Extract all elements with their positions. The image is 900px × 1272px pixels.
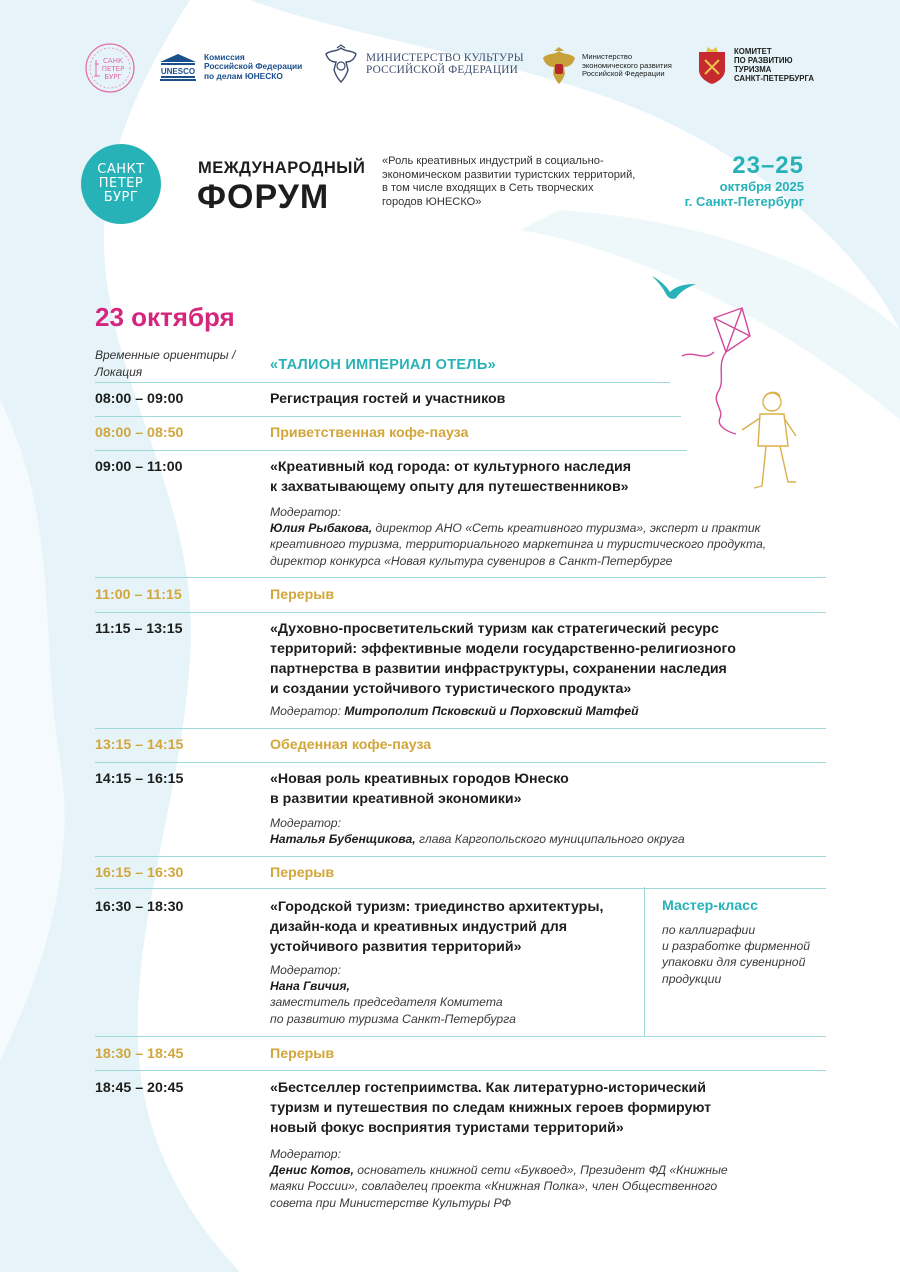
divider: [95, 762, 826, 763]
session-title: Перерыв: [270, 587, 335, 603]
moderator-description: глава Каргопольского муниципального округа: [415, 832, 685, 847]
moderator-name: Нана Гвичия,: [270, 979, 350, 994]
column-label-line-1: Временные ориентиры /: [95, 348, 236, 362]
moderator-line: [270, 831, 810, 847]
moderator-description: директор конкурса «Новая культура сувениров в Санкт-Петербурге: [270, 553, 673, 568]
session-time: 14:15 – 16:15: [95, 771, 184, 787]
moderator-label: Модератор:: [270, 963, 341, 977]
unesco-line-2: Российской Федерации: [204, 61, 303, 72]
session-title: [270, 897, 603, 957]
divider: [95, 577, 826, 578]
master-class-description: [662, 922, 837, 987]
session-title-line: территорий: эффективные модели государственно-религиозного: [270, 641, 736, 657]
city-logo-line-3: БУРГ: [103, 190, 139, 205]
tourism-committee-line-4: САНКТ-ПЕТЕРБУРГА: [734, 73, 814, 83]
forum-description-line-2: экономическом развитии туристских территорий,: [382, 168, 636, 181]
session-time: 18:30 – 18:45: [95, 1046, 184, 1062]
forum-description-line-1: «Роль креативных индустрий в социально-: [382, 155, 604, 167]
moderator-label: Модератор:: [270, 816, 341, 830]
moderator-line: [270, 520, 840, 536]
coat-of-arms-icon: [540, 46, 578, 86]
moderator-description: креативного туризма, территориального маркетинга и туристического продукта,: [270, 537, 767, 552]
master-class-line: по каллиграфии: [662, 923, 756, 937]
moderator-info: [270, 815, 810, 847]
session-time: 16:30 – 18:30: [95, 899, 184, 915]
unesco-wordmark: UNESCO: [160, 67, 196, 76]
moderator-info: [270, 504, 840, 569]
session-title-line: «Духовно-просветительский туризм как стратегический ресурс: [270, 621, 719, 637]
divider: [95, 728, 826, 729]
moderator-name-line: [270, 978, 630, 994]
session-title-line: туризм и путешествия по следам книжных героев формируют: [270, 1100, 712, 1116]
moderator-label: Модератор:: [270, 1147, 341, 1161]
session-title-line: дизайн-кода и креативных индустрий для: [270, 919, 568, 935]
column-label-line-2: Локация: [95, 365, 143, 379]
spb-brand-line-3: БУРГ: [104, 73, 122, 81]
session-time: 11:00 – 11:15: [95, 587, 182, 603]
divider: [95, 888, 826, 889]
divider: [95, 612, 826, 613]
session-title-line: и создании устойчивого туристического продукта»: [270, 681, 632, 697]
moderator-description: по развитию туризма Санкт-Петербурга: [270, 1011, 516, 1026]
moderator-description: основатель книжной сети «Буквоед», Президент ФД «Книжные: [353, 1163, 728, 1178]
forum-month-year: октября 2025: [719, 179, 804, 194]
forum-dates: [685, 152, 804, 209]
tourism-committee-name: [734, 48, 834, 83]
session-title: [270, 1078, 711, 1138]
divider: [95, 450, 687, 451]
moderator-description: совета при Министерстве Культуры РФ: [270, 1195, 512, 1210]
spb-brand-line-2: ПЕТЕР: [101, 65, 125, 73]
forum-description-line-3: в том числе входящих в Сеть творческих: [382, 182, 594, 195]
session-title: Перерыв: [270, 1046, 335, 1062]
divider: [95, 382, 670, 383]
session-title-line: новый фокус восприятия туристами территорий»: [270, 1120, 624, 1136]
moderator-label: Модератор:: [270, 704, 341, 718]
session-title-line: к захватывающему опыту для путешественников»: [270, 479, 629, 495]
ministry-culture-logo: [322, 44, 526, 84]
tourism-committee-line-2: ПО РАЗВИТИЮ: [734, 56, 793, 66]
moderator-name: Наталья Бубенщикова,: [270, 832, 416, 847]
session-title-line: «Новая роль креативных городов Юнеско: [270, 771, 569, 787]
unesco-commission-logo: [158, 52, 304, 82]
ministry-economy-name: [582, 53, 682, 79]
forum-date-range: 23–25: [732, 152, 804, 179]
session-time: 11:15 – 13:15: [95, 621, 183, 637]
moderator-name: Денис Котов,: [270, 1163, 354, 1178]
session-title: Приветственная кофе-пауза: [270, 425, 469, 441]
ministry-culture-line-1: МИНИСТЕРСТВО КУЛЬТУРЫ: [366, 51, 524, 64]
boy-icon: [742, 392, 796, 488]
moderator-name: Юлия Рыбакова,: [270, 521, 373, 536]
tourism-committee-logo: [696, 46, 834, 86]
moderator-info: [270, 1146, 830, 1211]
session-title-line: устойчивого развития территорий»: [270, 939, 522, 955]
session-title: Обеденная кофе-пауза: [270, 737, 432, 753]
forum-title: ФОРУМ: [197, 178, 330, 216]
session-title: Перерыв: [270, 865, 335, 881]
session-title-line: «Креативный код города: от культурного наследия: [270, 459, 631, 475]
moderator-description: директор АНО «Сеть креативного туризма», эксперт и практик: [372, 521, 761, 536]
day-title: 23 октября: [95, 302, 235, 332]
bird-icon: [650, 270, 698, 304]
session-time: 09:00 – 11:00: [95, 459, 183, 475]
forum-description-line-4: городов ЮНЕСКО»: [382, 195, 482, 208]
forum-description: [382, 155, 682, 209]
moderator-name: Митрополит Псковский и Порховский Матфей: [344, 704, 639, 718]
spb-brand-emblem-icon: [84, 42, 136, 94]
partner-logos: [84, 40, 824, 96]
city-logo-badge: [81, 144, 161, 224]
tourism-committee-line-3: ТУРИЗМА: [734, 65, 772, 74]
divider: [95, 1070, 826, 1071]
master-class-title: Мастер-класс: [662, 898, 758, 914]
spb-coat-of-arms-icon: [696, 46, 728, 86]
session-title: Регистрация гостей и участников: [270, 391, 506, 407]
forum-city: г. Санкт-Петербург: [684, 194, 804, 209]
session-time: 13:15 – 14:15: [95, 737, 184, 753]
column-divider: [644, 887, 645, 1036]
moderator-label: Модератор:: [270, 505, 341, 519]
ministry-economy-line-3: Российской Федерации: [582, 69, 665, 79]
session-title-line: «Городской туризм: триединство архитектуры,: [270, 899, 604, 915]
moderator-description: маяки России», совладелец проекта «Книжная Полка», член Общественного: [270, 1179, 718, 1194]
master-class-line: продукции: [662, 971, 722, 986]
boy-with-kite-illustration: [680, 306, 810, 496]
kite-icon: [682, 308, 750, 434]
master-class-line: упаковки для сувенирной: [662, 955, 806, 970]
unesco-line-3: по делам ЮНЕСКО: [204, 70, 283, 81]
ministry-culture-line-2: РОССИЙСКОЙ ФЕДЕРАЦИИ: [366, 64, 518, 76]
session-title-line: партнерства в развитии инфраструктуры, сохранении наследия: [270, 661, 727, 677]
session-time: 08:00 – 09:00: [95, 391, 184, 407]
session-title: [270, 457, 631, 497]
venue-name: «ТАЛИОН ИМПЕРИАЛ ОТЕЛЬ»: [270, 357, 496, 373]
time-location-column-label: [95, 347, 270, 381]
ministry-economy-logo: [540, 46, 682, 86]
unesco-line-1: Комиссия: [204, 51, 245, 62]
spb-brand-logo: [84, 42, 136, 94]
session-time: 08:00 – 08:50: [95, 425, 184, 441]
ministry-economy-line-2: экономического развития: [582, 60, 672, 70]
unesco-temple-icon: [158, 52, 198, 82]
double-headed-eagle-icon: [322, 44, 360, 84]
session-title-line: «Бестселлер гостеприимства. Как литературно-исторический: [270, 1080, 706, 1096]
divider: [95, 416, 681, 417]
divider: [95, 856, 826, 857]
city-logo-line-2: ПЕТЕР: [98, 176, 144, 191]
tourism-committee-line-1: КОМИТЕТ: [734, 47, 772, 57]
session-title: [270, 769, 569, 809]
ministry-economy-line-1: Министерство: [582, 51, 633, 61]
spb-brand-line-1: САНК: [103, 57, 123, 65]
divider: [95, 1036, 826, 1037]
session-time: 16:15 – 16:30: [95, 865, 184, 881]
session-time: 18:45 – 20:45: [95, 1080, 184, 1096]
moderator-line: [270, 1162, 830, 1178]
moderator-description: заместитель председателя Комитета: [270, 995, 503, 1010]
moderator-info: [270, 703, 810, 719]
ministry-culture-name: [366, 52, 526, 77]
session-title-line: в развитии креативной экономики»: [270, 791, 522, 807]
forum-subtitle: МЕЖДУНАРОДНЫЙ: [198, 159, 366, 177]
session-title: [270, 619, 736, 699]
master-class-line: и разработке фирменной: [662, 939, 811, 954]
moderator-info: [270, 962, 630, 1027]
city-logo-line-1: САНКТ: [97, 162, 145, 177]
unesco-commission-name: [204, 53, 304, 81]
